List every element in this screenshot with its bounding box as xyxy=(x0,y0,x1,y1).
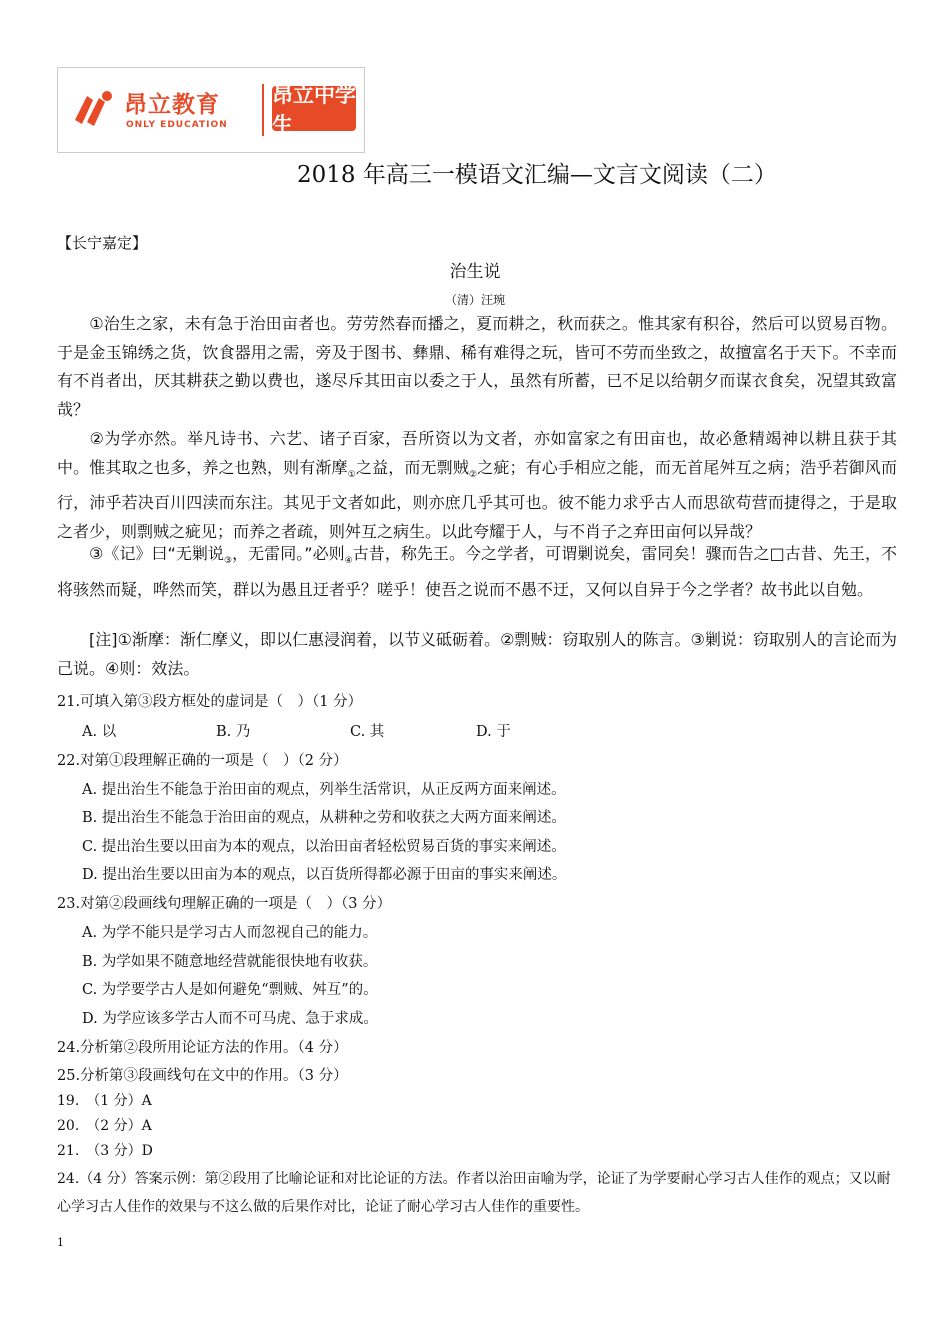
brand-name-cn: 昂立教育 xyxy=(124,92,220,118)
answer-21: 21. （3 分）D xyxy=(57,1143,153,1159)
paragraph-1 xyxy=(57,310,897,424)
question-22: 22.对第①段理解正确的一项是（ ）（2 分） xyxy=(57,753,348,769)
paragraph-2: ②为学亦然。举凡诗书、六艺、诸子百家，吾所资以为文者，亦如富家之有田亩也，故必惫精竭神以耕且获于其中。惟其取之也多，养之也熟，则有渐摩$_①$之益，而无剽贼$_②$之疵；有心手相应之能，而无首尾舛互之病；浩乎若御风而行，沛乎若决百川四渎而东注。其见于文者如此，则亦庶几乎其可也。彼不能力求乎古人而思欲苟营而捷得之，于是取之者少，则剽贼之疵见；而养之者疏，则舛互之病生。以此夸耀于人，与不肖子之弃田亩何以异哉？ xyxy=(57,429,897,541)
question-23: 23.对第②段画线句理解正确的一项是（ ）（3 分） xyxy=(57,896,392,912)
answer-20: 20. （2 分）A xyxy=(57,1118,152,1134)
q21-option-d: D. 于 xyxy=(476,724,511,740)
q23-option-a: A. 为学不能只是学习古人而忽视自己的能力。 xyxy=(82,925,378,941)
footnote-marker: ④ xyxy=(344,556,353,567)
document-title: 2018 年高三一模语文汇编—文言文阅读（二） xyxy=(297,162,777,188)
q22-option-c: C. 提出治生要以田亩为本的观点，以治田亩者轻松贸易百货的事实来阐述。 xyxy=(82,839,566,855)
region-label: 【长宁嘉定】 xyxy=(57,234,148,252)
essay-author: （清）汪琬 xyxy=(444,293,505,307)
q22-option-b: B. 提出治生不能急于治田亩的观点，从耕种之劳和收获之大两方面来阐述。 xyxy=(82,810,566,826)
logo-divider xyxy=(262,84,264,136)
q21-option-c: C. 其 xyxy=(350,724,385,740)
page-number: 1 xyxy=(57,1236,64,1249)
footnote-marker: ② xyxy=(468,469,478,480)
notes-text: [注]①渐摩：渐仁摩义，即以仁惠浸润着，以节义砥砺着。②剽贼：窃取别人的陈言。③剿说：窃取别人的言论而为己说。④则：效法。 xyxy=(57,630,897,678)
essay-title: 治生说 xyxy=(449,262,501,282)
q23-option-b: B. 为学如果不随意地经营就能很快地有收获。 xyxy=(82,954,378,970)
footnote-marker: ③ xyxy=(223,556,233,567)
q23-option-d: D. 为学应该多学古人而不可马虎、急于求成。 xyxy=(82,1011,378,1027)
q21-option-a: A. 以 xyxy=(82,724,117,740)
question-24: 24.分析第②段所用论证方法的作用。（4 分） xyxy=(57,1040,348,1056)
question-25: 25.分析第③段画线句在文中的作用。（3 分） xyxy=(57,1068,348,1084)
answer-24: 24.（4 分）答案示例：第②段用了比喻论证和对比论证的方法。作者以治田亩喻为学，论证了为学要耐心学习古人佳作的观点；又以耐心学习古人佳作的效果与不这么做的后果作对比，论证了耐心学习古人佳作的重要性。 xyxy=(57,1171,891,1215)
question-21: 21.可填入第③段方框处的虚词是（ ）（1 分） xyxy=(57,694,363,710)
q23-option-c: C. 为学要学古人是如何避免“剽贼、舛互”的。 xyxy=(82,982,378,998)
paragraph-3: ③《记》曰“无剿说$_③$，无雷同。”必则$_④$古昔，称先王。今之学者，可谓剿说矣，雷同矣！骤而告之□古昔、先王，不将骇然而疑，哗然而笑，群以为愚且迂者乎？嗟乎！使吾之说而不愚不迂，又何以自异于今之学者？故书此以自勉。 xyxy=(57,544,897,599)
q21-option-b: B. 乃 xyxy=(216,724,251,740)
answer-19: 19. （1 分）A xyxy=(57,1093,152,1109)
brand-badge: 昂立中学生 xyxy=(272,82,356,137)
q22-option-d: D. 提出治生要以田亩为本的观点，以百货所得都必源于田亩的事实来阐述。 xyxy=(82,867,567,883)
brand-name-en: ONLY EDUCATION xyxy=(126,120,228,130)
footnote-marker: ① xyxy=(347,469,356,480)
paragraph-1-text: ①治生之家，未有急于治田亩者也。劳劳然春而播之，夏而耕之，秋而获之。惟其家有积谷，然后可以贸易百物。于是金玉锦绣之货，饮食器用之需，旁及于图书、彝鼎、稀有难得之玩，皆可不劳而坐致之，故擅富名于天下。不幸而有不肖者出，厌其耕获之勤以费也，遂尽斥其田亩以委之于人，虽然有所蓄，已不足以给朝夕而谋衣食矣，况望其致富哉？ xyxy=(57,314,897,419)
brand-mark-icon xyxy=(69,86,115,132)
logo xyxy=(57,67,365,153)
q22-option-a: A. 提出治生不能急于治田亩的观点，列举生活常识，从正反两方面来阐述。 xyxy=(82,782,566,798)
notes xyxy=(57,626,897,683)
